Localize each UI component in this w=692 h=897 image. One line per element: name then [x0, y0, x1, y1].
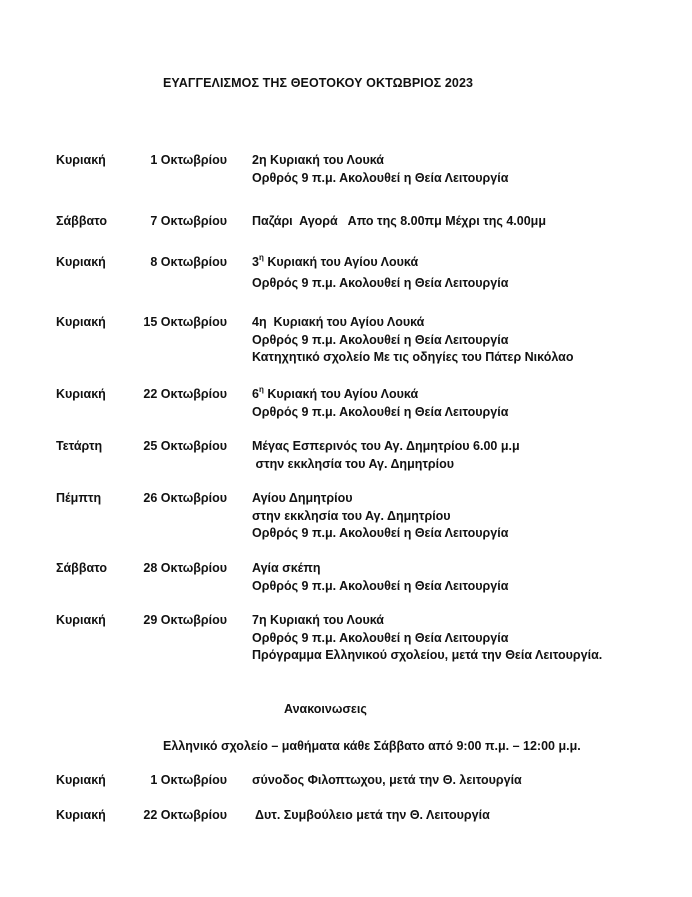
entry-line: σύνοδος Φιλοπτωχου, μετά την Θ. λειτουργία: [252, 773, 522, 787]
entry-line: στην εκκλησία του Αγ. Δημητρίου: [252, 508, 451, 523]
entry-line: 4η Κυριακή του Αγίου Λουκά: [252, 315, 425, 329]
entry-date: 22 Οκτωβρίου: [143, 387, 227, 401]
entry-line: Ορθρός 9 π.μ. Ακολουθεί η Θεία Λειτουργία: [252, 275, 509, 290]
entry-line: Αγία σκέπη: [252, 561, 321, 575]
entry-day: Πέμπτη: [56, 491, 102, 505]
entry-line: Ορθρός 9 π.μ. Ακολουθεί η Θεία Λειτουργία: [252, 526, 509, 540]
entry-line: Ορθρός 9 π.μ. Ακολουθεί η Θεία Λειτουργία: [252, 404, 509, 419]
entry-line: Ορθρός 9 π.μ. Ακολουθεί η Θεία Λειτουργία: [252, 578, 509, 593]
entry-day: Κυριακή: [56, 153, 106, 167]
entry-line: Ορθρός 9 π.μ. Ακολουθεί η Θεία Λειτουργία: [252, 332, 509, 347]
entry-line: $3^\eta$ Κυριακή του Αγίου Λουκά: [252, 253, 419, 269]
entry-line: 2η Κυριακή του Λουκά: [252, 153, 384, 167]
entry-line: Πρόγραμμα Ελληνικού σχολείου, μετά την Θεία Λειτουργία.: [252, 648, 603, 662]
entry-line: $6^\eta$ Κυριακή του Αγίου Λουκά: [252, 385, 419, 401]
entry-day: Σάββατο: [56, 214, 107, 228]
entry-line: Παζάρι Αγορά Απο της 8.00πμ Μέχρι της 4.00μμ: [252, 214, 546, 228]
entry-line: Ορθρός 9 π.μ. Ακολουθεί η Θεία Λειτουργία: [252, 170, 509, 185]
entry-date: 25 Οκτωβρίου: [143, 439, 227, 453]
entry-day: Κυριακή: [56, 808, 106, 822]
entry-day: Κυριακή: [56, 773, 106, 787]
entry-day: Κυριακή: [56, 613, 106, 627]
entry-day: Σάββατο: [56, 561, 107, 575]
entry-date: 28 Οκτωβρίου: [143, 561, 227, 575]
entry-day: Κυριακή: [56, 315, 106, 329]
entry-date: 26 Οκτωβρίου: [143, 491, 227, 505]
entry-date: 1 Οκτωβρίου: [150, 153, 227, 167]
entry-line: Ορθρός 9 π.μ. Ακολουθεί η Θεία Λειτουργία: [252, 630, 509, 645]
entry-date: 8 Οκτωβρίου: [150, 255, 227, 269]
entry-day: Κυριακή: [56, 387, 106, 401]
entry-date: 7 Οκτωβρίου: [150, 214, 227, 228]
announcements-heading: Ανακοινωσεις: [284, 702, 367, 716]
entry-line: Κατηχητικό σχολείο Με τις οδηγίες του Πάτερ Νικόλαο: [252, 350, 574, 364]
entry-line: Μέγας Εσπερινός του Αγ. Δημητρίου 6.00 μ.μ: [252, 439, 520, 453]
greek-school-notice: Ελληνικό σχολείο – μαθήματα κάθε Σάββατο από 9:00 π.μ. – 12:00 μ.μ.: [163, 739, 581, 753]
entry-date: 1 Οκτωβρίου: [150, 773, 227, 787]
entry-date: 15 Οκτωβρίου: [143, 315, 227, 329]
entry-line: Δυτ. Συμβούλειο μετά την Θ. Λειτουργία: [252, 808, 490, 822]
page-title: ΕΥΑΓΓΕΛΙΣΜΟΣ ΤΗΣ ΘΕΟΤΟΚΟΥ ΟΚΤΩΒΡΙΟΣ 2023: [163, 76, 474, 90]
entry-date: 29 Οκτωβρίου: [143, 613, 227, 627]
entry-day: Τετάρτη: [56, 439, 103, 453]
entry-line: Αγίου Δημητρίου: [252, 491, 353, 505]
entry-day: Κυριακή: [56, 255, 106, 269]
entry-line: στην εκκλησία του Αγ. Δημητρίου: [252, 456, 455, 471]
entry-date: 22 Οκτωβρίου: [143, 808, 227, 822]
entry-line: 7η Κυριακή του Λουκά: [252, 613, 384, 627]
